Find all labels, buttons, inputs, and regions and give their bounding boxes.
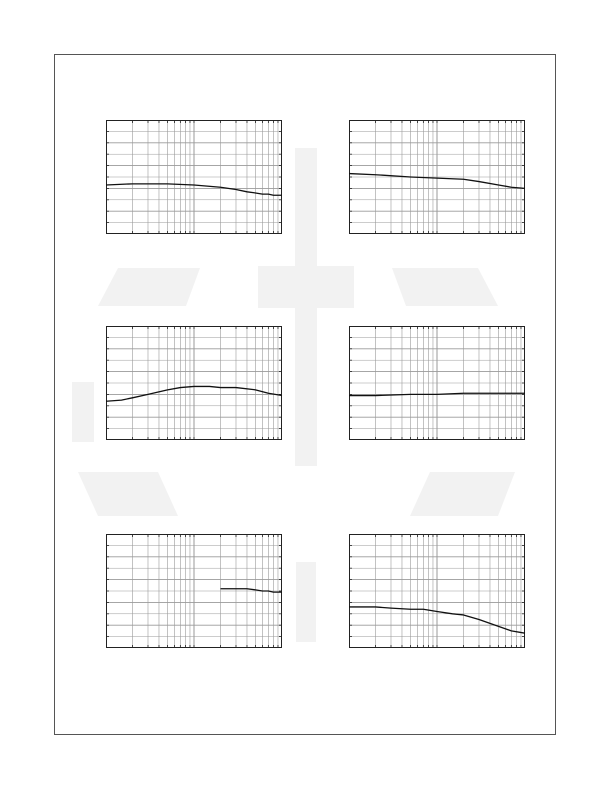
- chart-middle-right: [349, 326, 525, 440]
- chart-middle-left: [106, 326, 282, 440]
- chart-svg: [106, 120, 282, 234]
- chart-svg: [106, 534, 282, 648]
- chart-svg: [349, 120, 525, 234]
- chart-bottom-left: [106, 534, 282, 648]
- chart-svg: [349, 534, 525, 648]
- chart-svg: [106, 326, 282, 440]
- chart-svg: [349, 326, 525, 440]
- chart-top-right: [349, 120, 525, 234]
- chart-bottom-right: [349, 534, 525, 648]
- chart-top-left: [106, 120, 282, 234]
- series-line: [220, 589, 282, 592]
